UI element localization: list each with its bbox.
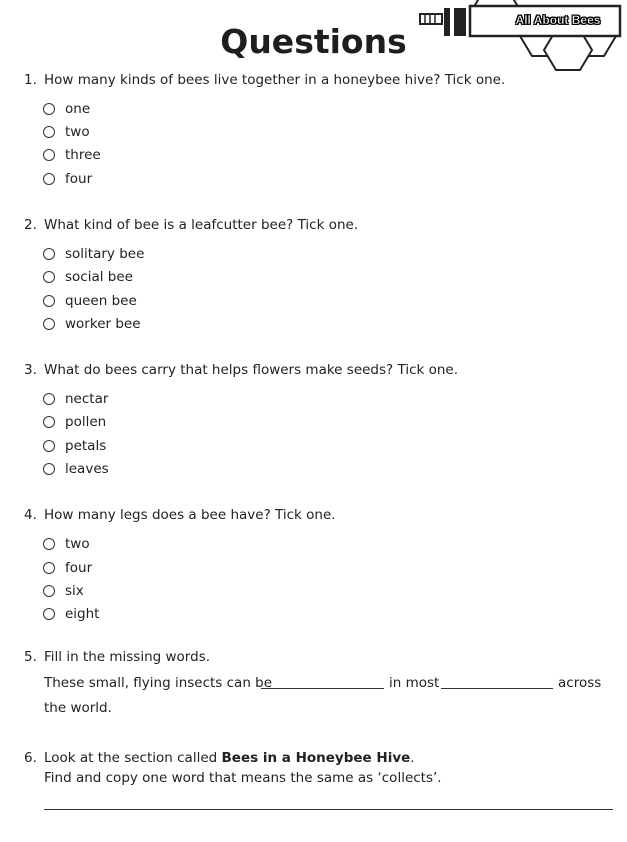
- question-text: What kind of bee is a leafcutter bee? Tick one.: [44, 217, 359, 233]
- radio-circle-icon[interactable]: [43, 562, 55, 574]
- radio-circle-icon[interactable]: [43, 103, 55, 115]
- option-label: queen bee: [65, 293, 137, 309]
- answer-option[interactable]: [43, 535, 90, 553]
- question-number: 5.: [24, 649, 37, 665]
- radio-circle-icon[interactable]: [43, 463, 55, 475]
- option-label: four: [65, 560, 93, 576]
- question-instruction: Find and copy one word that means the same as ‘collects’.: [44, 770, 442, 786]
- radio-circle-icon[interactable]: [43, 416, 55, 428]
- section-name: Bees in a Honeybee Hive: [221, 750, 411, 766]
- answer-option[interactable]: [43, 123, 90, 141]
- question-text: Fill in the missing words.: [44, 649, 211, 665]
- question-number: 4.: [24, 507, 37, 523]
- answer-option[interactable]: [43, 605, 99, 623]
- radio-circle-icon[interactable]: [43, 318, 55, 330]
- option-label: solitary bee: [65, 246, 145, 262]
- option-label: one: [65, 101, 91, 117]
- answer-option[interactable]: [43, 292, 137, 310]
- fill-in-blank-2[interactable]: [441, 688, 553, 689]
- answer-option[interactable]: [43, 315, 141, 333]
- answer-option[interactable]: [43, 390, 108, 408]
- question-text-part: .: [410, 750, 415, 766]
- radio-circle-icon[interactable]: [43, 538, 55, 550]
- question-text: How many legs does a bee have? Tick one.: [44, 507, 336, 523]
- worksheet-series-badge: All About Bees: [515, 13, 601, 27]
- radio-circle-icon[interactable]: [43, 149, 55, 161]
- radio-circle-icon[interactable]: [43, 585, 55, 597]
- option-label: two: [65, 124, 90, 140]
- option-label: nectar: [65, 391, 109, 407]
- radio-circle-icon[interactable]: [43, 173, 55, 185]
- question-number: 6.: [24, 750, 37, 766]
- sentence-part-4: the world.: [44, 700, 112, 716]
- question-text-part: Look at the section called: [44, 750, 218, 766]
- option-label: petals: [65, 438, 107, 454]
- option-label: three: [65, 147, 101, 163]
- page-title: Questions: [220, 22, 407, 61]
- answer-option[interactable]: [43, 146, 101, 164]
- option-label: social bee: [65, 269, 133, 285]
- sentence-part-1: These small, flying insects can be: [44, 675, 273, 691]
- option-label: six: [65, 583, 84, 599]
- option-label: leaves: [65, 461, 109, 477]
- question-text: How many kinds of bees live together in a honeybee hive? Tick one.: [44, 72, 506, 88]
- radio-circle-icon[interactable]: [43, 393, 55, 405]
- radio-circle-icon[interactable]: [43, 440, 55, 452]
- radio-circle-icon[interactable]: [43, 608, 55, 620]
- option-label: worker bee: [65, 316, 141, 332]
- fill-in-blank-1[interactable]: [261, 688, 384, 689]
- question-number: 3.: [24, 362, 37, 378]
- sentence-part-3: across: [558, 675, 602, 691]
- sentence-part-2: in most: [389, 675, 440, 691]
- option-label: pollen: [65, 414, 107, 430]
- question-text: What do bees carry that helps flowers make seeds? Tick one.: [44, 362, 459, 378]
- radio-circle-icon[interactable]: [43, 248, 55, 260]
- question-number: 2.: [24, 217, 37, 233]
- option-label: four: [65, 171, 93, 187]
- question-number: 1.: [24, 72, 37, 88]
- option-label: two: [65, 536, 90, 552]
- answer-option[interactable]: [43, 582, 84, 600]
- radio-circle-icon[interactable]: [43, 271, 55, 283]
- option-label: eight: [65, 606, 100, 622]
- radio-circle-icon[interactable]: [43, 295, 55, 307]
- question-text: [44, 750, 415, 766]
- answer-option[interactable]: [43, 245, 144, 263]
- answer-option[interactable]: [43, 268, 133, 286]
- answer-option[interactable]: [43, 413, 106, 431]
- answer-option[interactable]: [43, 437, 106, 455]
- answer-option[interactable]: [43, 460, 109, 478]
- answer-line[interactable]: [44, 809, 613, 810]
- answer-option[interactable]: [43, 100, 90, 118]
- answer-option[interactable]: [43, 559, 92, 577]
- radio-circle-icon[interactable]: [43, 126, 55, 138]
- answer-option[interactable]: [43, 170, 92, 188]
